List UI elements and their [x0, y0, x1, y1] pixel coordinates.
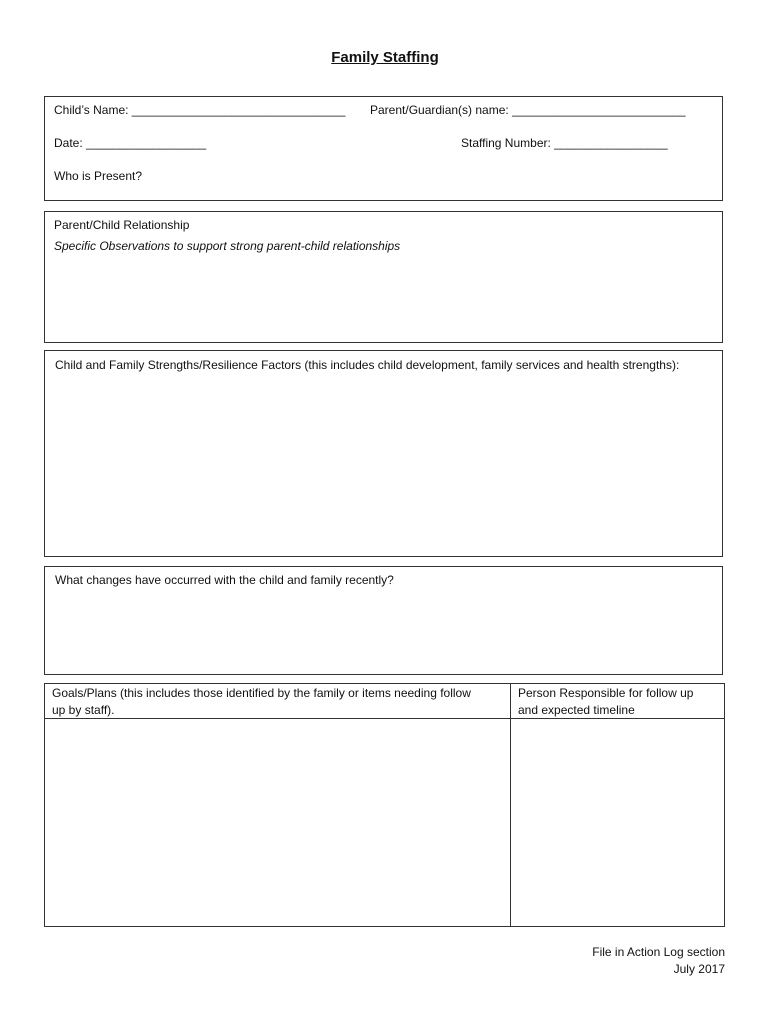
goals-table-column-divider	[510, 683, 511, 927]
goals-header-cont: up by staff).	[52, 703, 115, 717]
relationship-subheading: Specific Observations to support strong parent-child relationships	[54, 239, 401, 253]
changes-heading: What changes have occurred with the child and family recently?	[55, 573, 394, 587]
person-responsible-header-cont: and expected timeline	[518, 703, 635, 717]
strengths-heading: Child and Family Strengths/Resilience Factors (this includes child development, family services and health strengths):	[55, 358, 680, 372]
goals-entry-cell[interactable]	[46, 720, 509, 925]
strengths-box[interactable]	[44, 350, 723, 557]
person-responsible-entry-cell[interactable]	[512, 720, 723, 925]
who-present-label: Who is Present?	[54, 169, 143, 183]
staffing-number-field[interactable]: Staffing Number: _________________	[461, 136, 668, 150]
child-name-field[interactable]: Child’s Name: ________________________________	[54, 103, 346, 117]
relationship-heading: Parent/Child Relationship	[54, 218, 190, 232]
footer-date: July 2017	[673, 962, 725, 976]
person-responsible-header: Person Responsible for follow up	[518, 686, 694, 700]
page-title: Family Staffing	[331, 49, 439, 66]
goals-table-header-divider	[44, 718, 725, 719]
date-field[interactable]: Date: __________________	[54, 136, 207, 150]
parent-name-field[interactable]: Parent/Guardian(s) name: __________________________	[370, 103, 686, 117]
footer-filing-note: File in Action Log section	[592, 945, 725, 959]
goals-header: Goals/Plans (this includes those identified by the family or items needing follow	[52, 686, 471, 700]
